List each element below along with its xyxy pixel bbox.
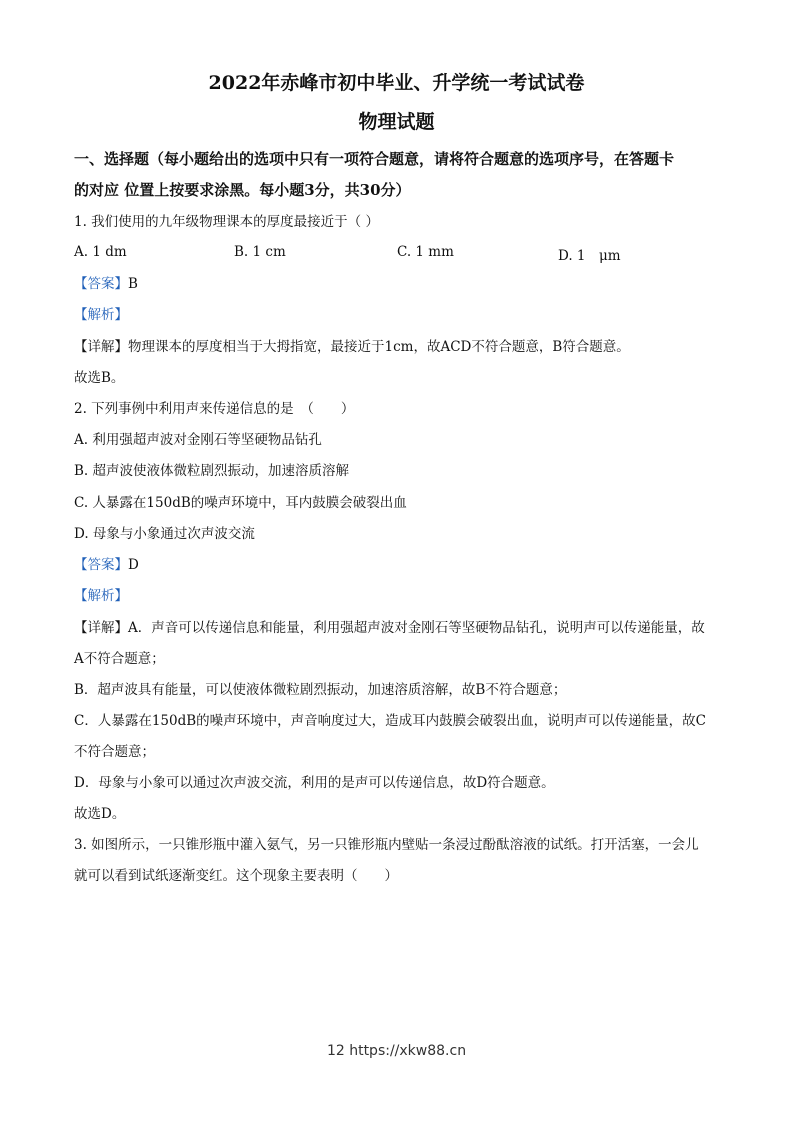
answer-tag: 【答案】 xyxy=(74,557,128,573)
detail-text: 物理课本的厚度相当于大拇指宽，最接近于1cm，故ACD不符合题意，B符合题意。 xyxy=(128,339,630,355)
q2-option-b: B. 超声波使液体微粒剧烈振动，加速溶质溶解 xyxy=(74,463,350,479)
q1-answer xyxy=(74,275,138,293)
answer-value: D xyxy=(128,557,139,573)
q2-analysis-tag: 【解析】 xyxy=(74,588,128,604)
answer-tag: 【答案】 xyxy=(74,276,128,292)
q1-detail xyxy=(74,338,630,356)
document-title: 2022年赤峰市初中毕业、升学统一考试试卷 xyxy=(208,72,585,94)
question-3-stem-cont: 就可以看到试纸逐渐变红。这个现象主要表明（ ） xyxy=(74,868,398,884)
document-subtitle: 物理试题 xyxy=(358,111,435,133)
q1-option-c: C. 1 mm xyxy=(397,244,454,260)
q2-conclusion: 故选D。 xyxy=(74,806,126,822)
detail-tag: 【详解】 xyxy=(74,339,128,355)
q2-detail-line: C．人暴露在150dB的噪声环境中，声音响度过大，造成耳内鼓膜会破裂出血，说明声可以传递能量，故C xyxy=(74,713,706,729)
q2-detail-line: A不符合题意； xyxy=(74,651,165,667)
q2-option-d: D. 母象与小象通过次声波交流 xyxy=(74,526,255,542)
q2-detail-line xyxy=(74,619,705,637)
q2-detail-line: 不符合题意； xyxy=(74,744,155,760)
q1-option-b: B. 1 cm xyxy=(234,244,286,260)
section-heading: 一、选择题（每小题给出的选项中只有一项符合题意，请将符合题意的选项序号，在答题卡 xyxy=(74,150,675,168)
q2-option-c: C. 人暴露在150dB的噪声环境中，耳内鼓膜会破裂出血 xyxy=(74,495,407,511)
answer-value: B xyxy=(128,276,138,292)
page-footer: 12 https://xkw88.cn xyxy=(326,1043,467,1059)
q1-analysis-tag: 【解析】 xyxy=(74,307,128,323)
q1-conclusion: 故选B。 xyxy=(74,370,125,386)
q1-option-d: D. 1 μm xyxy=(558,248,621,264)
q2-detail-line: D．母象与小象可以通过次声波交流，利用的是声可以传递信息，故D符合题意。 xyxy=(74,775,555,791)
question-3-stem: 3. 如图所示，一只锥形瓶中灌入氨气，另一只锥形瓶内壁贴一条浸过酚酞溶液的试纸。打开活塞，一会儿 xyxy=(74,837,699,853)
q2-answer xyxy=(74,556,139,574)
question-2-stem: 2. 下列事例中利用声来传递信息的是 （ ） xyxy=(74,401,355,417)
detail-tag: 【详解】 xyxy=(74,620,128,636)
detail-text: A．声音可以传递信息和能量，利用强超声波对金刚石等坚硬物品钻孔，说明声可以传递能量，故 xyxy=(128,620,705,636)
q2-detail-line: B．超声波具有能量，可以使液体微粒剧烈振动，加速溶质溶解，故B不符合题意； xyxy=(74,682,567,698)
q1-option-a: A. 1 dm xyxy=(74,244,127,260)
q2-option-a: A. 利用强超声波对金刚石等坚硬物品钻孔 xyxy=(74,432,322,448)
question-1-stem: 1. 我们使用的九年级物理课本的厚度最接近于（ ） xyxy=(74,214,379,230)
section-heading-cont: 的对应 位置上按要求涂黑。每小题3分，共30分） xyxy=(74,181,411,199)
